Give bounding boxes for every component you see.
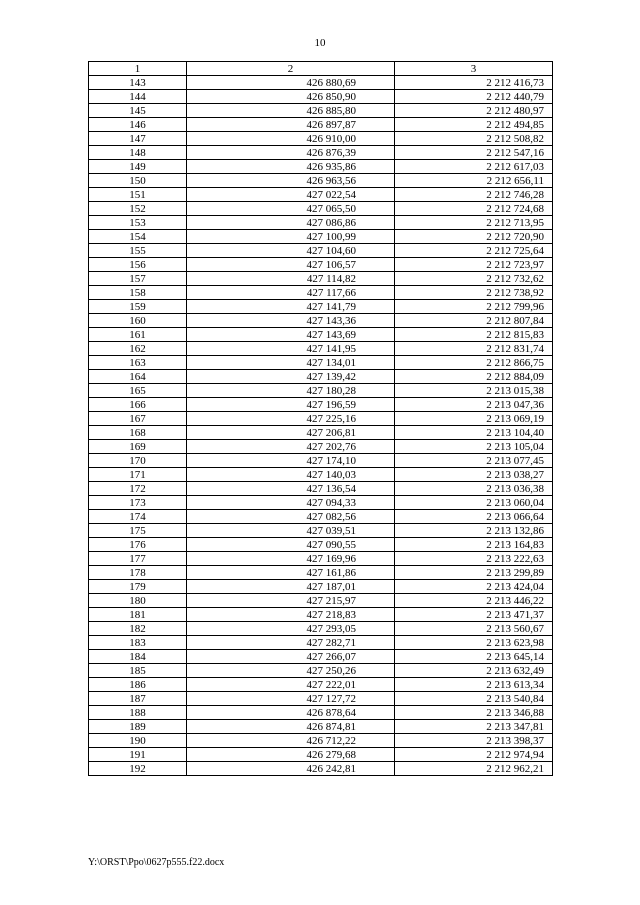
x-coordinate-cell: 427 086,86 <box>187 216 395 230</box>
point-number-cell: 154 <box>89 230 187 244</box>
table-row <box>89 342 553 356</box>
y-coordinate-cell: 2 213 222,63 <box>395 552 553 566</box>
table-row <box>89 510 553 524</box>
table-row <box>89 384 553 398</box>
x-coordinate-cell: 427 022,54 <box>187 188 395 202</box>
point-number-cell: 188 <box>89 706 187 720</box>
table-row <box>89 146 553 160</box>
point-number-cell: 170 <box>89 454 187 468</box>
table-row <box>89 650 553 664</box>
point-number-cell: 146 <box>89 118 187 132</box>
x-coordinate-cell: 427 250,26 <box>187 664 395 678</box>
x-coordinate-cell: 427 139,42 <box>187 370 395 384</box>
x-coordinate-cell: 427 215,97 <box>187 594 395 608</box>
point-number-cell: 179 <box>89 580 187 594</box>
table-row <box>89 258 553 272</box>
y-coordinate-cell: 2 212 494,85 <box>395 118 553 132</box>
x-coordinate-cell: 427 141,95 <box>187 342 395 356</box>
table-row <box>89 608 553 622</box>
y-coordinate-cell: 2 213 036,38 <box>395 482 553 496</box>
x-coordinate-cell: 426 885,80 <box>187 104 395 118</box>
y-coordinate-cell: 2 212 416,73 <box>395 76 553 90</box>
x-coordinate-cell: 427 282,71 <box>187 636 395 650</box>
y-coordinate-cell: 2 212 799,96 <box>395 300 553 314</box>
x-coordinate-cell: 426 874,81 <box>187 720 395 734</box>
y-coordinate-cell: 2 213 132,86 <box>395 524 553 538</box>
table-row <box>89 272 553 286</box>
table-row <box>89 90 553 104</box>
point-number-cell: 144 <box>89 90 187 104</box>
y-coordinate-cell: 2 212 866,75 <box>395 356 553 370</box>
table-row <box>89 748 553 762</box>
table-row <box>89 104 553 118</box>
y-coordinate-cell: 2 212 884,09 <box>395 370 553 384</box>
table-row <box>89 314 553 328</box>
table-row <box>89 762 553 776</box>
point-number-cell: 192 <box>89 762 187 776</box>
table-row <box>89 174 553 188</box>
x-coordinate-cell: 427 106,57 <box>187 258 395 272</box>
y-coordinate-cell: 2 212 962,21 <box>395 762 553 776</box>
point-number-cell: 174 <box>89 510 187 524</box>
point-number-cell: 152 <box>89 202 187 216</box>
point-number-cell: 169 <box>89 440 187 454</box>
x-coordinate-cell: 427 174,10 <box>187 454 395 468</box>
point-number-cell: 148 <box>89 146 187 160</box>
y-coordinate-cell: 2 212 720,90 <box>395 230 553 244</box>
table-row <box>89 482 553 496</box>
y-coordinate-cell: 2 213 299,89 <box>395 566 553 580</box>
x-coordinate-cell: 426 242,81 <box>187 762 395 776</box>
x-coordinate-cell: 427 187,01 <box>187 580 395 594</box>
table-row <box>89 286 553 300</box>
table-row <box>89 216 553 230</box>
point-number-cell: 167 <box>89 412 187 426</box>
y-coordinate-cell: 2 213 066,64 <box>395 510 553 524</box>
x-coordinate-cell: 427 169,96 <box>187 552 395 566</box>
table-row <box>89 412 553 426</box>
y-coordinate-cell: 2 212 723,97 <box>395 258 553 272</box>
x-coordinate-cell: 427 134,01 <box>187 356 395 370</box>
point-number-cell: 191 <box>89 748 187 762</box>
table-row <box>89 580 553 594</box>
point-number-cell: 172 <box>89 482 187 496</box>
table-body <box>89 76 553 776</box>
table-row <box>89 524 553 538</box>
page-number: 10 <box>314 37 326 49</box>
x-coordinate-cell: 427 090,55 <box>187 538 395 552</box>
x-coordinate-cell: 427 293,05 <box>187 622 395 636</box>
y-coordinate-cell: 2 213 471,37 <box>395 608 553 622</box>
point-number-cell: 185 <box>89 664 187 678</box>
x-coordinate-cell: 427 127,72 <box>187 692 395 706</box>
y-coordinate-cell: 2 212 725,64 <box>395 244 553 258</box>
table-row <box>89 300 553 314</box>
point-number-cell: 180 <box>89 594 187 608</box>
x-coordinate-cell: 427 222,01 <box>187 678 395 692</box>
x-coordinate-cell: 427 202,76 <box>187 440 395 454</box>
y-coordinate-cell: 2 213 560,67 <box>395 622 553 636</box>
x-coordinate-cell: 427 143,36 <box>187 314 395 328</box>
table-row <box>89 468 553 482</box>
x-coordinate-cell: 427 114,82 <box>187 272 395 286</box>
y-coordinate-cell: 2 213 424,04 <box>395 580 553 594</box>
table-row <box>89 328 553 342</box>
point-number-cell: 175 <box>89 524 187 538</box>
x-coordinate-cell: 427 266,07 <box>187 650 395 664</box>
point-number-cell: 160 <box>89 314 187 328</box>
x-coordinate-cell: 426 880,69 <box>187 76 395 90</box>
x-coordinate-cell: 427 082,56 <box>187 510 395 524</box>
y-coordinate-cell: 2 212 807,84 <box>395 314 553 328</box>
y-coordinate-cell: 2 212 713,95 <box>395 216 553 230</box>
point-number-cell: 171 <box>89 468 187 482</box>
point-number-cell: 163 <box>89 356 187 370</box>
table-row <box>89 720 553 734</box>
x-coordinate-cell: 427 225,16 <box>187 412 395 426</box>
y-coordinate-cell: 2 212 732,62 <box>395 272 553 286</box>
table-row <box>89 636 553 650</box>
x-coordinate-cell: 427 161,86 <box>187 566 395 580</box>
y-coordinate-cell: 2 212 656,11 <box>395 174 553 188</box>
y-coordinate-cell: 2 213 060,04 <box>395 496 553 510</box>
x-coordinate-cell: 426 910,00 <box>187 132 395 146</box>
table-row <box>89 202 553 216</box>
point-number-cell: 166 <box>89 398 187 412</box>
point-number-cell: 155 <box>89 244 187 258</box>
table-row <box>89 454 553 468</box>
point-number-cell: 161 <box>89 328 187 342</box>
point-number-cell: 159 <box>89 300 187 314</box>
y-coordinate-cell: 2 212 547,16 <box>395 146 553 160</box>
table-row <box>89 426 553 440</box>
x-coordinate-cell: 427 180,28 <box>187 384 395 398</box>
point-number-cell: 157 <box>89 272 187 286</box>
x-coordinate-cell: 427 136,54 <box>187 482 395 496</box>
y-coordinate-cell: 2 213 077,45 <box>395 454 553 468</box>
x-coordinate-cell: 426 876,39 <box>187 146 395 160</box>
y-coordinate-cell: 2 213 645,14 <box>395 650 553 664</box>
x-coordinate-cell: 427 141,79 <box>187 300 395 314</box>
table-row <box>89 692 553 706</box>
y-coordinate-cell: 2 213 347,81 <box>395 720 553 734</box>
y-coordinate-cell: 2 213 015,38 <box>395 384 553 398</box>
table-header <box>89 62 553 76</box>
y-coordinate-cell: 2 212 724,68 <box>395 202 553 216</box>
header-col-1: 1 <box>89 62 187 76</box>
point-number-cell: 164 <box>89 370 187 384</box>
x-coordinate-cell: 426 897,87 <box>187 118 395 132</box>
footer-file-path: Y:\ORST\Ppo\0627p555.f22.docx <box>88 857 225 868</box>
coordinates-table <box>88 61 553 776</box>
y-coordinate-cell: 2 213 540,84 <box>395 692 553 706</box>
y-coordinate-cell: 2 213 346,88 <box>395 706 553 720</box>
table-row <box>89 230 553 244</box>
x-coordinate-cell: 427 206,81 <box>187 426 395 440</box>
point-number-cell: 190 <box>89 734 187 748</box>
header-col-2: 2 <box>187 62 395 76</box>
y-coordinate-cell: 2 212 480,97 <box>395 104 553 118</box>
y-coordinate-cell: 2 212 831,74 <box>395 342 553 356</box>
y-coordinate-cell: 2 213 164,83 <box>395 538 553 552</box>
point-number-cell: 145 <box>89 104 187 118</box>
point-number-cell: 184 <box>89 650 187 664</box>
y-coordinate-cell: 2 213 104,40 <box>395 426 553 440</box>
x-coordinate-cell: 426 279,68 <box>187 748 395 762</box>
table-row <box>89 132 553 146</box>
table-row <box>89 398 553 412</box>
point-number-cell: 147 <box>89 132 187 146</box>
x-coordinate-cell: 427 100,99 <box>187 230 395 244</box>
x-coordinate-cell: 426 712,22 <box>187 734 395 748</box>
table-row <box>89 370 553 384</box>
point-number-cell: 173 <box>89 496 187 510</box>
y-coordinate-cell: 2 212 974,94 <box>395 748 553 762</box>
table-row <box>89 496 553 510</box>
y-coordinate-cell: 2 213 446,22 <box>395 594 553 608</box>
point-number-cell: 143 <box>89 76 187 90</box>
table-row <box>89 538 553 552</box>
x-coordinate-cell: 427 117,66 <box>187 286 395 300</box>
y-coordinate-cell: 2 213 613,34 <box>395 678 553 692</box>
point-number-cell: 153 <box>89 216 187 230</box>
y-coordinate-cell: 2 213 632,49 <box>395 664 553 678</box>
x-coordinate-cell: 427 218,83 <box>187 608 395 622</box>
point-number-cell: 183 <box>89 636 187 650</box>
header-row <box>89 62 553 76</box>
y-coordinate-cell: 2 213 038,27 <box>395 468 553 482</box>
table-row <box>89 706 553 720</box>
point-number-cell: 177 <box>89 552 187 566</box>
x-coordinate-cell: 427 039,51 <box>187 524 395 538</box>
y-coordinate-cell: 2 213 398,37 <box>395 734 553 748</box>
x-coordinate-cell: 426 963,56 <box>187 174 395 188</box>
x-coordinate-cell: 427 065,50 <box>187 202 395 216</box>
table-row <box>89 678 553 692</box>
table-row <box>89 188 553 202</box>
y-coordinate-cell: 2 213 069,19 <box>395 412 553 426</box>
table-row <box>89 440 553 454</box>
x-coordinate-cell: 427 094,33 <box>187 496 395 510</box>
table-row <box>89 552 553 566</box>
y-coordinate-cell: 2 212 440,79 <box>395 90 553 104</box>
x-coordinate-cell: 427 196,59 <box>187 398 395 412</box>
point-number-cell: 162 <box>89 342 187 356</box>
point-number-cell: 168 <box>89 426 187 440</box>
point-number-cell: 181 <box>89 608 187 622</box>
y-coordinate-cell: 2 212 746,28 <box>395 188 553 202</box>
table-row <box>89 76 553 90</box>
y-coordinate-cell: 2 213 623,98 <box>395 636 553 650</box>
point-number-cell: 182 <box>89 622 187 636</box>
point-number-cell: 186 <box>89 678 187 692</box>
table-row <box>89 566 553 580</box>
table-row <box>89 734 553 748</box>
point-number-cell: 150 <box>89 174 187 188</box>
table-row <box>89 118 553 132</box>
y-coordinate-cell: 2 212 815,83 <box>395 328 553 342</box>
table-row <box>89 244 553 258</box>
x-coordinate-cell: 426 935,86 <box>187 160 395 174</box>
x-coordinate-cell: 427 104,60 <box>187 244 395 258</box>
y-coordinate-cell: 2 212 617,03 <box>395 160 553 174</box>
table-row <box>89 594 553 608</box>
x-coordinate-cell: 427 140,03 <box>187 468 395 482</box>
point-number-cell: 156 <box>89 258 187 272</box>
point-number-cell: 158 <box>89 286 187 300</box>
y-coordinate-cell: 2 213 105,04 <box>395 440 553 454</box>
table-row <box>89 622 553 636</box>
point-number-cell: 189 <box>89 720 187 734</box>
point-number-cell: 165 <box>89 384 187 398</box>
table-row <box>89 160 553 174</box>
x-coordinate-cell: 426 850,90 <box>187 90 395 104</box>
table-row <box>89 356 553 370</box>
point-number-cell: 187 <box>89 692 187 706</box>
table-row <box>89 664 553 678</box>
point-number-cell: 178 <box>89 566 187 580</box>
y-coordinate-cell: 2 212 508,82 <box>395 132 553 146</box>
y-coordinate-cell: 2 213 047,36 <box>395 398 553 412</box>
x-coordinate-cell: 426 878,64 <box>187 706 395 720</box>
point-number-cell: 151 <box>89 188 187 202</box>
point-number-cell: 176 <box>89 538 187 552</box>
header-col-3: 3 <box>395 62 553 76</box>
y-coordinate-cell: 2 212 738,92 <box>395 286 553 300</box>
x-coordinate-cell: 427 143,69 <box>187 328 395 342</box>
point-number-cell: 149 <box>89 160 187 174</box>
